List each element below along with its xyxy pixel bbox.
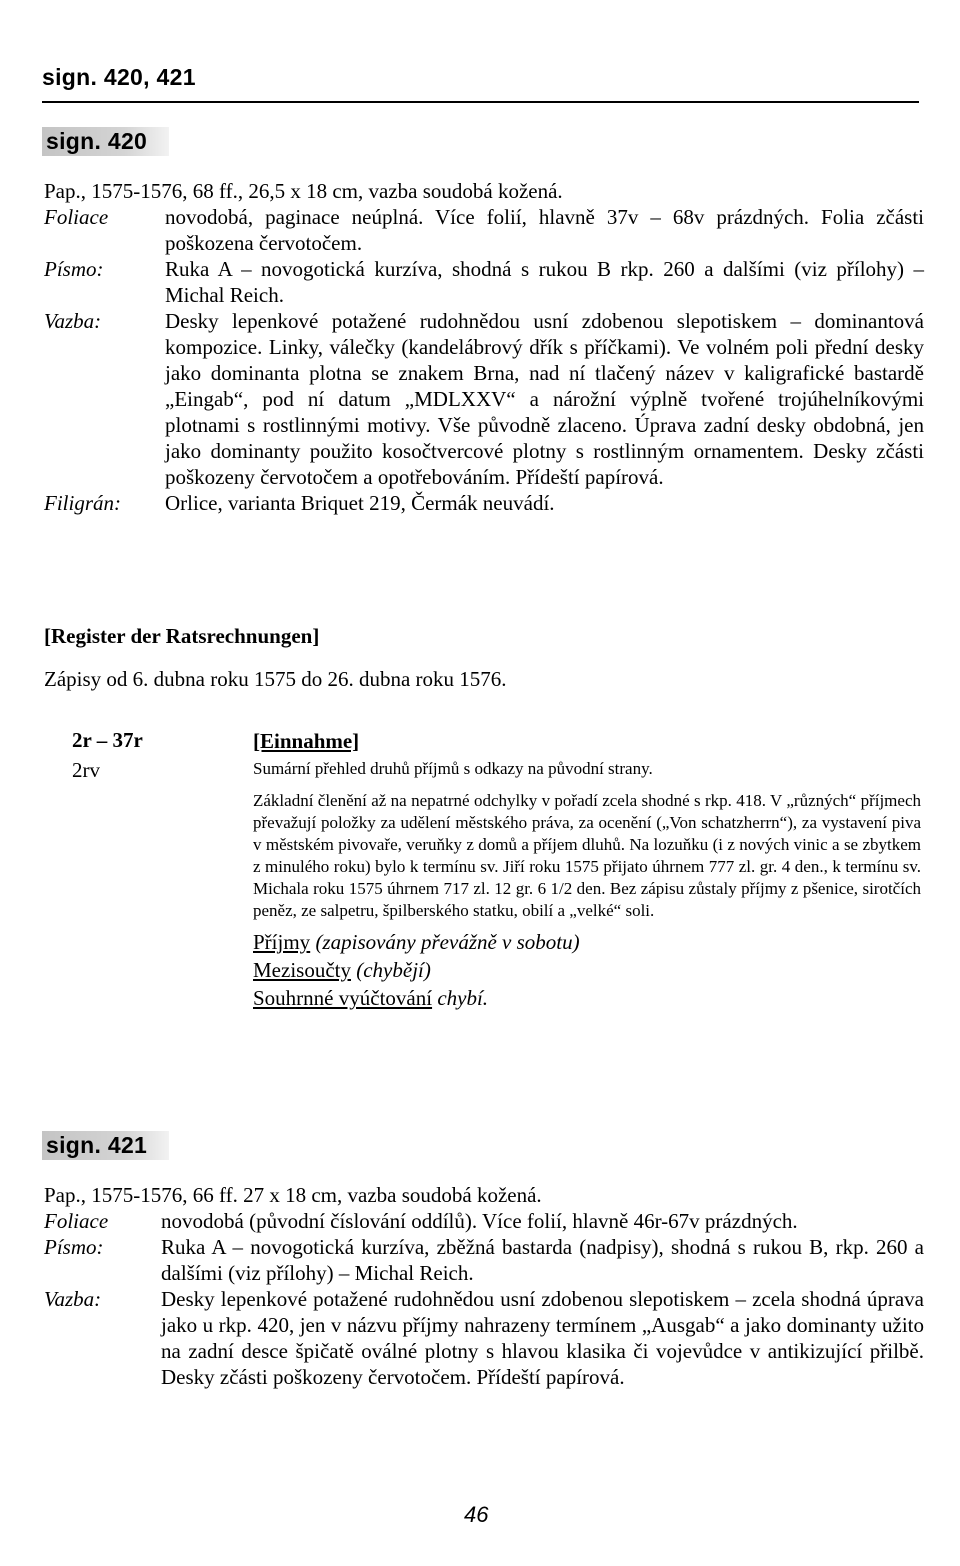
entry-body (253, 728, 921, 1012)
sub-item-note: chybí. (432, 986, 489, 1010)
sign-420-foliace (44, 204, 924, 256)
section-description: Zápisy od 6. dubna roku 1575 do 26. dubna roku 1576. (44, 667, 507, 691)
field-value: Ruka A – novogotická kurzíva, zběžná bastarda (nadpisy), shodná s rukou B, rkp. 260 a dalšími (viz přílohy) – Michal Reich. (161, 1235, 924, 1285)
field-value: Desky lepenkové potažené rudohnědou usní zdobenou slepotiskem – zcela shodná úprava jako u rkp. 420, jen v názvu příjmy nahrazeny termínem „Ausgab“ a jako dominanty užito na zadní desce špičatě oválné plotny s hlavou klasika či vojevůdce v antikizující přilbě. Desky zčásti poškozeny červotočem. Přídeští papírová. (161, 1287, 924, 1389)
field-label: Písmo: (44, 257, 104, 281)
field-label: Vazba: (44, 309, 102, 333)
field-value: Ruka A – novogotická kurzíva, shodná s rukou B rkp. 260 a dalšími (viz přílohy) – Michal Reich. (165, 257, 924, 307)
sign-420-pismo (44, 256, 924, 308)
field-value: Orlice, varianta Briquet 219, Čermák neuvádí. (165, 491, 555, 515)
sub-item-label: Příjmy (253, 930, 311, 954)
sub-item-note: (zapisovány převážně v sobotu) (310, 930, 580, 954)
field-label: Foliace (44, 205, 109, 229)
field-label: Písmo: (44, 1235, 104, 1259)
sign-421-vazba (44, 1286, 924, 1390)
entry-pages: 2rv (72, 758, 100, 782)
sign-421-pismo (44, 1234, 924, 1286)
sign-420-badge: sign. 420 (42, 127, 169, 156)
list-item (253, 956, 921, 984)
sub-item-label: Mezisoučty (253, 958, 351, 982)
page-number: 46 (464, 1502, 489, 1527)
sign-420-intro: Pap., 1575-1576, 68 ff., 26,5 x 18 cm, vazba soudobá kožená. (44, 179, 563, 203)
list-item (253, 984, 921, 1012)
list-item (253, 928, 921, 956)
field-value: novodobá, paginace neúplná. Více folií, hlavně 37v – 68v prázdných. Folia zčásti poškozena červotočem. (165, 205, 924, 255)
field-label: Foliace (44, 1209, 109, 1233)
sign-420-filigran (44, 490, 924, 516)
sub-item-note: (chybějí) (350, 958, 431, 982)
sign-421-intro: Pap., 1575-1576, 66 ff. 27 x 18 cm, vazba soudobá kožená. (44, 1183, 542, 1207)
sub-item-label: Souhrnné vyúčtování (253, 986, 433, 1010)
field-label: Vazba: (44, 1287, 102, 1311)
entry-sub-list (253, 928, 921, 1012)
sign-420-vazba (44, 308, 924, 490)
sign-420-record (44, 178, 924, 516)
entry-title: [Einnahme] (253, 729, 360, 753)
header-rule (42, 101, 919, 103)
field-value: Desky lepenkové potažené rudohnědou usní zdobenou slepotiskem – dominantová kompozice. Linky, válečky (kandelábrový dřík s příčkami). Ve volném poli přední desky jako dominanta plotna se znakem Brna, nad ní tlačený název v kaligrafické bastardě „Eingab“, pod ní datum „MDLXXV“ a nárožní výplně tvořené trojúhelníkovými plotnami s rostlinnými motivy. Vše původně zlaceno. Úprava zadní desky obdobná, jen jako dominanty použito kosočtvercové plotny s rostlinným ornamentem. Desky zčásti poškozeny červotočem a opotřebováním. Přídeští papírová. (165, 309, 924, 489)
section-heading: [Register der Ratsrechnungen] (44, 624, 320, 648)
entry-paragraph: Základní členění až na nepatrné odchylky v pořadí zcela shodné s rkp. 418. V „různých“ příjmech převažují položky za udělení městského práva, za ocenění („Von schatzherrn“), za vystavení piva v městském pivovaře, veruňky z domů a příjem dluhů. Na lozuňku (i z nových vinic a se zbytkem z minulého roku) bylo k termínu sv. Jiří roku 1575 přijato úhrnem 777 zl. gr. 4 den., k termínu sv. Michala roku 1575 úhrnem 717 zl. 12 gr. 6 1/2 den. Bez zápisu zůstaly příjmy z pšenice, sirotčích peněz, ze salpetru, špilberského statku, obilí a „velké“ soli. (253, 791, 921, 920)
running-header: sign. 420, 421 (42, 64, 196, 90)
sign-421-record (44, 1182, 924, 1390)
field-label: Filigrán: (44, 491, 121, 515)
entry-folio-range: 2r – 37r (72, 728, 143, 752)
sign-421-badge: sign. 421 (42, 1131, 169, 1160)
sign-421-foliace (44, 1208, 924, 1234)
field-value: novodobá (původní číslování oddílů). Více folií, hlavně 46r-67v prázdných. (161, 1209, 798, 1233)
entry-summary: Sumární přehled druhů příjmů s odkazy na původní strany. (253, 759, 653, 778)
